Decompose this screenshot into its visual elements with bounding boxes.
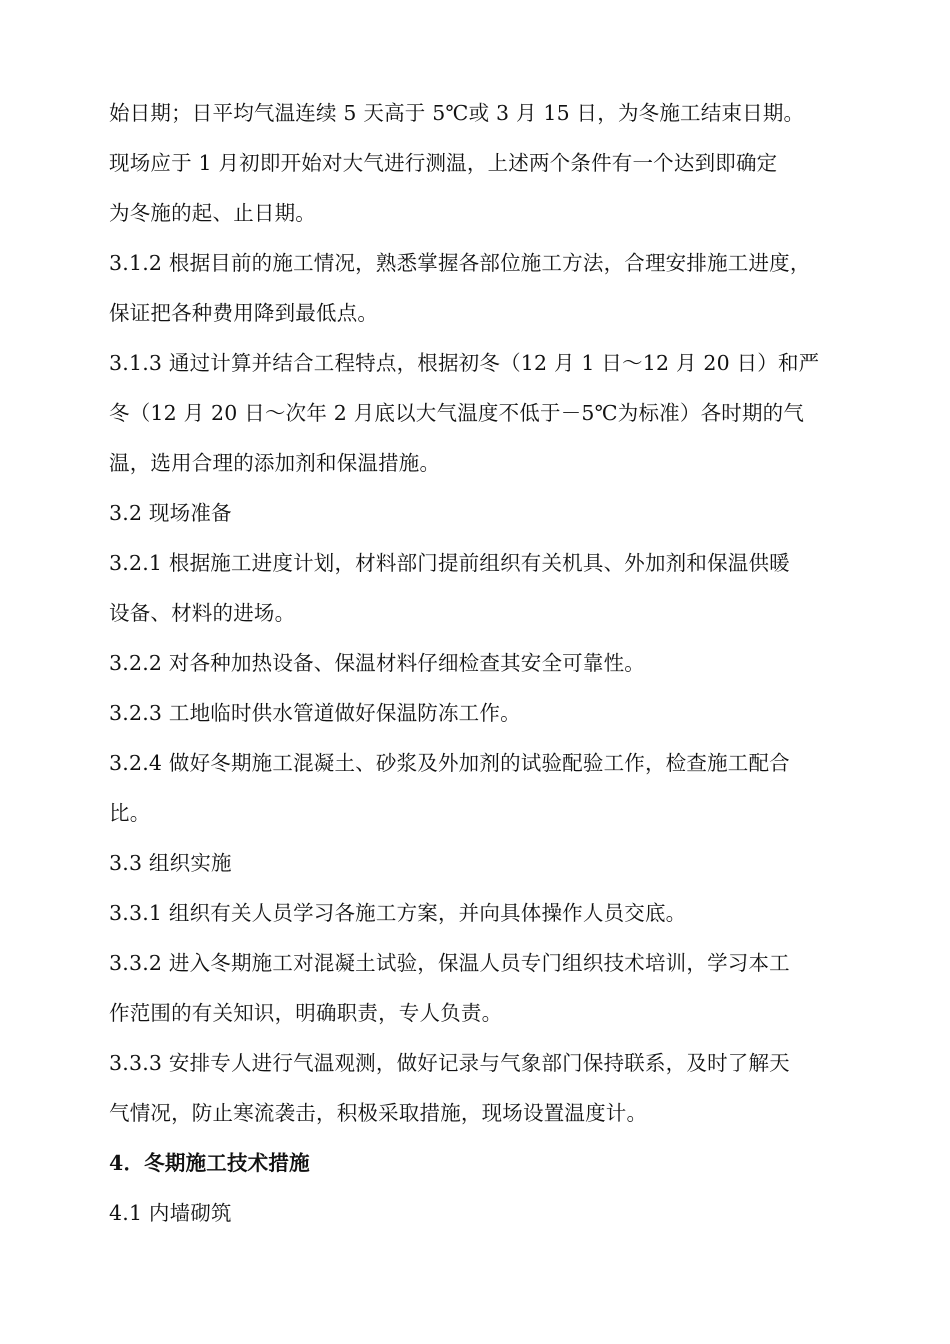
text-line: 3.3.2 进入冬期施工对混凝土试验，保温人员专门组织技术培训，学习本工 <box>109 951 790 975</box>
text-line: 3.3.3 安排专人进行气温观测，做好记录与气象部门保持联系，及时了解天 <box>109 1051 790 1075</box>
text-line: 比。 <box>109 801 151 825</box>
text-line: 设备、材料的进场。 <box>109 601 296 625</box>
text-line: 作范围的有关知识，明确职责，专人负责。 <box>109 1001 503 1025</box>
text-line: 3.2.3 工地临时供水管道做好保温防冻工作。 <box>109 701 521 725</box>
text-line: 保证把各种费用降到最低点。 <box>109 301 379 325</box>
text-line: 3.3.1 组织有关人员学习各施工方案，并向具体操作人员交底。 <box>109 901 687 925</box>
text-line: 3.2.2 对各种加热设备、保温材料仔细检查其安全可靠性。 <box>109 651 645 675</box>
text-line: 3.1.3 通过计算并结合工程特点，根据初冬（12 月 1 日～12 月 20 日）和严 <box>109 351 820 375</box>
text-line: 现场应于 1 月初即开始对大气进行测温，上述两个条件有一个达到即确定 <box>109 151 778 175</box>
text-line: 3.2 现场准备 <box>109 501 232 525</box>
text-line: 3.2.4 做好冬期施工混凝土、砂浆及外加剂的试验配验工作，检查施工配合 <box>109 751 790 775</box>
text-line: 为冬施的起、止日期。 <box>109 201 316 225</box>
text-line: 3.3 组织实施 <box>109 851 232 875</box>
section-heading: 4．冬期施工技术措施 <box>109 1151 310 1175</box>
text-line: 4.1 内墙砌筑 <box>109 1201 232 1225</box>
text-line: 冬（12 月 20 日～次年 2 月底以大气温度不低于－5℃为标准）各时期的气 <box>109 401 805 425</box>
text-line: 3.1.2 根据目前的施工情况，熟悉掌握各部位施工方法，合理安排施工进度， <box>109 251 811 275</box>
text-line: 3.2.1 根据施工进度计划，材料部门提前组织有关机具、外加剂和保温供暖 <box>109 551 790 575</box>
text-line: 始日期；日平均气温连续 5 天高于 5℃或 3 月 15 日，为冬施工结束日期。 <box>109 101 805 125</box>
text-line: 气情况，防止寒流袭击，积极采取措施，现场设置温度计。 <box>109 1101 648 1125</box>
text-line: 温，选用合理的添加剂和保温措施。 <box>109 451 441 475</box>
